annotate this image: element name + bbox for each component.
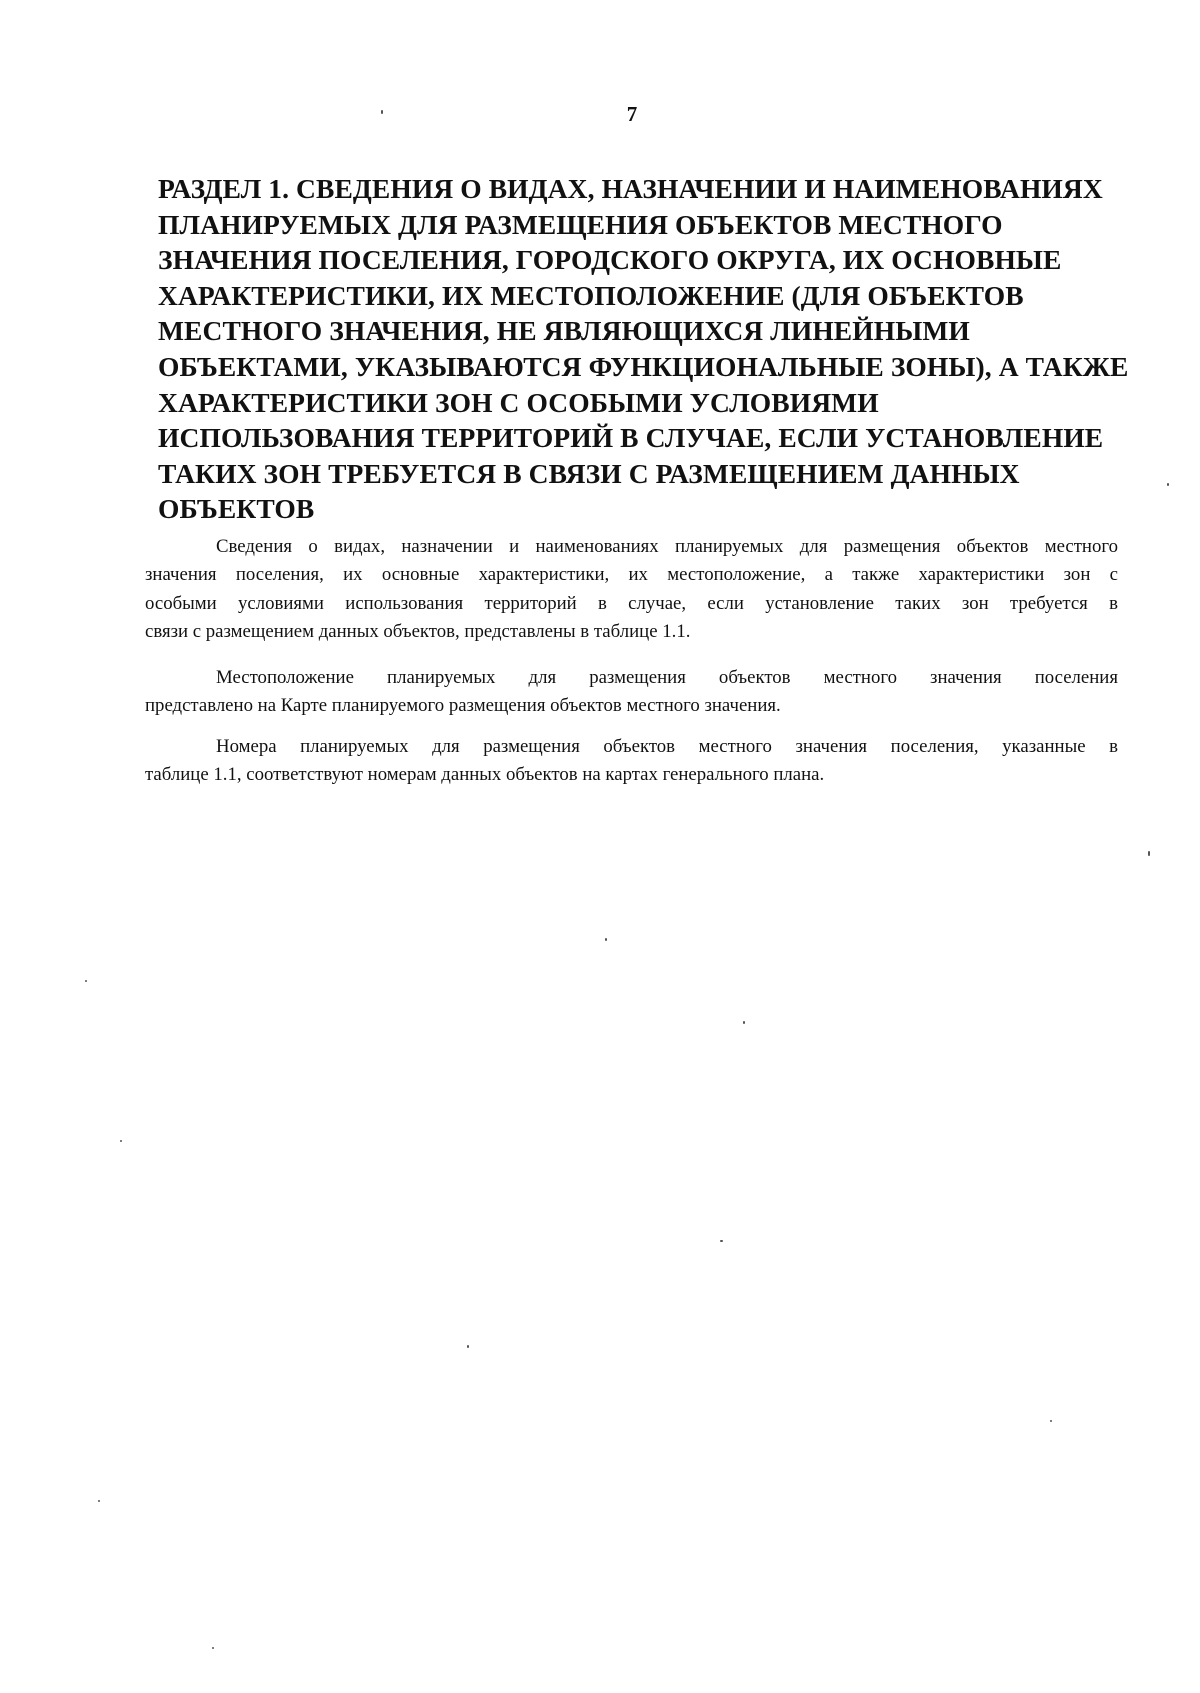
scan-speck: [212, 1647, 214, 1649]
heading-line: МЕСТНОГО ЗНАЧЕНИЯ, НЕ ЯВЛЯЮЩИХСЯ ЛИНЕЙНЫМИ: [158, 315, 970, 347]
heading-line: ИСПОЛЬЗОВАНИЯ ТЕРРИТОРИЙ В СЛУЧАЕ, ЕСЛИ УСТАНОВЛЕНИЕ: [158, 422, 1104, 454]
paragraph-line: связи с размещением данных объектов, представлены в таблице 1.1.: [145, 621, 691, 643]
page-number: 7: [626, 102, 638, 126]
paragraph-line: таблице 1.1, соответствуют номерам данных объектов на картах генерального плана.: [145, 764, 825, 786]
scan-speck: [1050, 1420, 1052, 1422]
scan-speck: [85, 980, 87, 982]
paragraph-intro: [145, 533, 1118, 647]
paragraph-line: Сведения о видах, назначении и наименованиях планируемых для размещения объектов местного: [216, 536, 1118, 557]
heading-line: РАЗДЕЛ 1. СВЕДЕНИЯ О ВИДАХ, НАЗНАЧЕНИИ И НАИМЕНОВАНИЯХ: [158, 173, 1103, 204]
heading-line: ЗНАЧЕНИЯ ПОСЕЛЕНИЯ, ГОРОДСКОГО ОКРУГА, ИХ ОСНОВНЫЕ: [158, 244, 1062, 276]
scan-speck: [381, 110, 383, 114]
heading-line: ПЛАНИРУЕМЫХ ДЛЯ РАЗМЕЩЕНИЯ ОБЪЕКТОВ МЕСТНОГО: [158, 208, 1003, 240]
heading-line: ХАРАКТЕРИСТИКИ ЗОН С ОСОБЫМИ УСЛОВИЯМИ: [158, 386, 879, 418]
paragraph-location: [145, 664, 1118, 721]
paragraph-numbering: [145, 733, 1118, 790]
heading-line: ОБЪЕКТАМИ, УКАЗЫВАЮТСЯ ФУНКЦИОНАЛЬНЫЕ ЗОНЫ), А ТАКЖЕ: [158, 350, 1129, 382]
heading-line: ТАКИХ ЗОН ТРЕБУЕТСЯ В СВЯЗИ С РАЗМЕЩЕНИЕМ ДАННЫХ: [158, 457, 1020, 489]
scan-speck: [120, 1140, 122, 1142]
paragraph-line: представлено на Карте планируемого размещения объектов местного значения.: [145, 695, 781, 717]
heading-line: ОБЪЕКТОВ: [158, 493, 315, 525]
paragraph-line: Номера планируемых для размещения объектов местного значения поселения, указанные в: [216, 736, 1118, 757]
paragraph-line: особыми условиями использования территорий в случае, если установление таких зон требуется в: [145, 592, 1118, 614]
scan-speck: [1167, 483, 1169, 486]
scan-speck: [743, 1021, 745, 1024]
scan-speck: [467, 1345, 469, 1348]
section-heading: [158, 171, 1148, 527]
scan-speck: [98, 1500, 100, 1502]
scan-speck: [1148, 851, 1150, 856]
scan-speck: [720, 1240, 723, 1242]
scan-speck: [605, 938, 607, 941]
heading-line: ХАРАКТЕРИСТИКИ, ИХ МЕСТОПОЛОЖЕНИЕ (ДЛЯ ОБЪЕКТОВ: [158, 279, 1024, 311]
paragraph-line: Местоположение планируемых для размещения объектов местного значения поселения: [216, 667, 1118, 688]
paragraph-line: значения поселения, их основные характеристики, их местоположение, а также характеристики зон с: [145, 564, 1118, 586]
